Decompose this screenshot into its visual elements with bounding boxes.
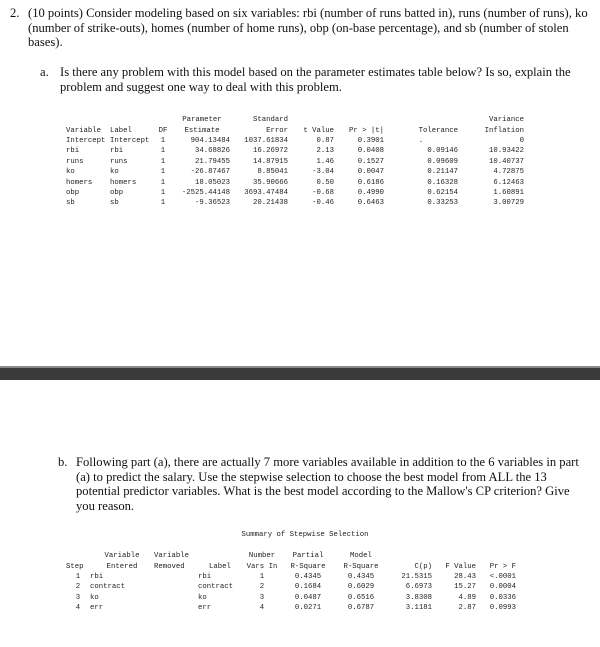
table-cell: ko	[198, 593, 207, 602]
table-cell: 0.09609	[427, 157, 458, 166]
table-cell: 3	[259, 593, 265, 602]
parameter-estimates-table	[66, 115, 524, 209]
header-cell: Parameter	[182, 116, 222, 125]
table-cell	[154, 572, 198, 582]
table-cell: 0.50	[316, 178, 334, 187]
table-cell: -3.04	[312, 168, 334, 177]
header-cell: Tolerance	[418, 126, 458, 135]
header-cell	[384, 115, 458, 125]
table-cell: 15.27	[454, 583, 476, 592]
table-cell: 10.93422	[488, 147, 524, 156]
header-cell: R-Square	[343, 562, 379, 571]
table-cell: Intercept	[66, 136, 106, 145]
table-cell: 0.6463	[357, 199, 384, 208]
table-cell: 0.1527	[357, 157, 384, 166]
part-a-text: Is there any problem with this model based on the parameter estimates table below? Is so, explain the problem and suggest one way to deal with this problem.	[60, 65, 571, 94]
table-cell: 1037.61834	[244, 136, 288, 145]
table-cell: 1	[160, 199, 166, 208]
table-cell: 0.16328	[427, 178, 458, 187]
table-cell: 0.1684	[294, 583, 322, 592]
table-header-top-row	[66, 115, 524, 125]
table-cell: -0.46	[312, 199, 334, 208]
table-cell: Intercept	[110, 136, 150, 145]
table-row	[66, 572, 516, 582]
table-row	[66, 177, 524, 187]
table-cell: 0.62154	[427, 188, 458, 197]
table-cell	[154, 603, 198, 613]
table-cell: sb	[66, 199, 75, 208]
header-cell: Pr > F	[489, 562, 516, 571]
table-cell: 6.6973	[405, 583, 432, 592]
table-cell: 1.46	[316, 157, 334, 166]
table-cell: obp	[110, 188, 124, 197]
table-cell: 20.21438	[252, 199, 288, 208]
header-cell: Variable	[66, 126, 102, 135]
table-cell: rbi	[110, 147, 124, 156]
part-b-label: b.	[58, 455, 68, 469]
table-cell: 1	[160, 157, 166, 166]
table-row	[66, 146, 524, 156]
header-cell: Step	[66, 562, 84, 571]
table-header-top-row	[66, 551, 516, 561]
table-cell: 0.4990	[357, 188, 384, 197]
table-cell: err	[90, 604, 104, 613]
table-cell: 0.0047	[357, 168, 384, 177]
header-cell: t Value	[303, 126, 334, 135]
header-cell	[198, 551, 242, 561]
table-cell: 1	[160, 168, 166, 177]
table-cell: 18.05023	[194, 178, 230, 187]
header-cell: C(p)	[414, 562, 432, 571]
question-text: (10 points) Consider modeling based on six variables: rbi (number of runs batted in), runs (number of runs), ko (number of strike-outs), homes (number of home runs), obp (on-base percentage), and sb (number of stolen bases).	[28, 6, 588, 50]
table-cell: 0.6186	[357, 178, 384, 187]
table-cell: err	[198, 604, 212, 613]
table-cell: homers	[66, 178, 93, 187]
header-cell: Variable	[154, 552, 190, 561]
header-cell	[110, 115, 152, 125]
table-header-row	[66, 125, 524, 135]
table-cell: 0.3901	[357, 136, 384, 145]
table-cell: 2.13	[316, 147, 334, 156]
header-cell	[152, 115, 174, 125]
table-cell: .	[418, 136, 424, 145]
table-cell: 4.72875	[493, 168, 524, 177]
table-cell: 1	[160, 136, 166, 145]
table-row	[66, 167, 524, 177]
table-cell: 0.4345	[294, 572, 322, 581]
stepwise-table-title: Summary of Stepwise Selection	[241, 531, 369, 539]
table-cell: -9.36523	[194, 199, 230, 208]
table-cell: 0.0336	[489, 593, 516, 602]
table-cell: rbi	[90, 572, 104, 581]
table-cell: 0.6516	[347, 593, 375, 602]
table-row	[66, 198, 524, 208]
header-cell	[66, 115, 110, 125]
table-cell: contract	[90, 583, 126, 592]
header-cell: R-Square	[290, 562, 326, 571]
header-cell: Error	[266, 126, 288, 135]
table-cell: 10.40737	[488, 157, 524, 166]
table-row	[66, 603, 516, 613]
table-cell: 21.79455	[194, 157, 230, 166]
table-cell: 3693.47484	[244, 188, 288, 197]
table-cell: 1	[160, 188, 166, 197]
table-row	[66, 157, 524, 167]
page-divider	[0, 368, 600, 380]
table-cell: 0.33253	[427, 199, 458, 208]
header-cell: Removed	[154, 562, 185, 571]
table-cell: obp	[66, 188, 80, 197]
stepwise-selection-table	[66, 551, 516, 613]
table-cell: 4	[75, 604, 81, 613]
table-cell: 28.43	[454, 572, 476, 581]
header-cell: Label	[209, 562, 231, 571]
header-cell: Inflation	[484, 126, 524, 135]
table-cell: 0.87	[316, 136, 334, 145]
table-cell: -0.68	[312, 188, 334, 197]
header-cell: Label	[110, 126, 132, 135]
table-cell: 3.1181	[405, 604, 432, 613]
table-cell: 0.4345	[347, 572, 375, 581]
question-2	[10, 6, 590, 50]
table-cell: 3.8308	[405, 593, 432, 602]
table-cell: 34.68826	[194, 147, 230, 156]
table-row	[66, 593, 516, 603]
header-cell: Entered	[106, 562, 138, 571]
header-cell	[432, 551, 476, 561]
header-cell: DF	[158, 126, 168, 135]
part-b	[58, 455, 588, 513]
table-cell: 6.12463	[493, 178, 524, 187]
table-cell: 0.21147	[427, 168, 458, 177]
table-cell: 3	[75, 593, 81, 602]
table-cell: 0.0487	[294, 593, 322, 602]
table-cell: 16.26972	[252, 147, 288, 156]
table-cell: 0.6029	[347, 583, 375, 592]
table-cell	[154, 593, 198, 603]
header-cell: F Value	[445, 562, 476, 571]
table-row	[66, 582, 516, 592]
header-cell	[388, 551, 432, 561]
part-a	[40, 65, 580, 94]
header-cell: Vars In	[246, 562, 278, 571]
header-cell: Variable	[104, 552, 140, 561]
table-cell: contract	[198, 583, 234, 592]
table-cell: 1	[160, 147, 166, 156]
table-cell: 1.60891	[493, 188, 524, 197]
table-cell: homers	[110, 178, 137, 187]
table-cell: 1	[75, 572, 81, 581]
table-cell: runs	[110, 157, 128, 166]
table-cell: 2.87	[458, 604, 476, 613]
question-number: 2.	[10, 6, 20, 20]
header-cell: Partial	[292, 552, 324, 561]
header-cell: Variance	[488, 116, 524, 125]
header-cell: Pr > |t|	[348, 126, 384, 135]
table-cell: rbi	[198, 572, 212, 581]
table-cell: rbi	[66, 147, 80, 156]
table-cell: ko	[66, 168, 75, 177]
table-cell: 904.13484	[190, 136, 230, 145]
table-cell: 3.00729	[493, 199, 524, 208]
header-cell: Model	[350, 552, 372, 561]
table-cell: ko	[110, 168, 119, 177]
table-cell: 2	[259, 583, 265, 592]
table-cell: 8.85041	[257, 168, 288, 177]
table-cell: 2	[75, 583, 81, 592]
table-cell: 4.89	[458, 593, 476, 602]
table-row	[66, 136, 524, 146]
header-cell: Number	[248, 552, 276, 561]
table-cell: <.0001	[489, 572, 516, 581]
table-cell: ko	[90, 593, 99, 602]
table-cell: 21.5315	[401, 572, 432, 581]
header-cell: Standard	[252, 116, 288, 125]
table-cell: 1	[259, 572, 265, 581]
table-cell: 1	[160, 178, 166, 187]
header-cell	[66, 551, 90, 561]
table-cell: 0.6787	[347, 604, 375, 613]
table-cell: runs	[66, 157, 84, 166]
table-cell: 0	[519, 136, 524, 145]
table-cell	[154, 582, 198, 592]
table-cell: sb	[110, 199, 119, 208]
header-cell	[334, 115, 384, 125]
table-cell: 14.87915	[252, 157, 288, 166]
header-cell	[288, 115, 334, 125]
table-cell: 0.09146	[427, 147, 458, 156]
table-header-row	[66, 561, 516, 571]
table-cell: 0.0993	[489, 604, 516, 613]
table-cell: 0.0271	[294, 604, 322, 613]
table-cell: -2525.44148	[181, 188, 230, 197]
part-a-label: a.	[40, 65, 49, 79]
header-cell: Estimate	[184, 126, 220, 135]
table-row	[66, 188, 524, 198]
table-cell: -26.87467	[190, 168, 230, 177]
table-cell: 0.0004	[489, 583, 516, 592]
table-cell: 0.0408	[357, 147, 384, 156]
header-cell	[476, 551, 516, 561]
table-cell: 35.90666	[252, 178, 288, 187]
part-b-text: Following part (a), there are actually 7 more variables available in addition to the 6 variables in part (a) to predict the salary. Use the stepwise selection to choose the best model from ALL the 13 potential predictor variables. What is the best model according to the Mallow's CP criterion? Give you reason.	[76, 455, 579, 513]
table-cell: 4	[259, 604, 265, 613]
